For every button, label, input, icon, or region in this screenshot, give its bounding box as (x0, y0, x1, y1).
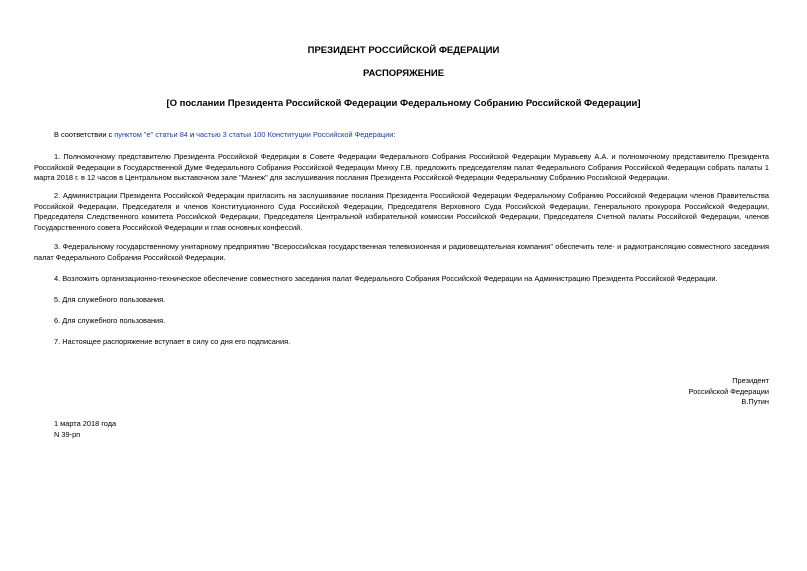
document-title: [О послании Президента Российской Федерации Федеральному Собранию Российской Федерации] (166, 98, 641, 109)
document-type-heading: РАСПОРЯЖЕНИЕ (362, 68, 445, 79)
signer-name: В.Путин (741, 397, 769, 406)
issuer-heading: ПРЕЗИДЕНТ РОССИЙСКОЙ ФЕДЕРАЦИИ (307, 45, 500, 56)
paragraph-6: 6. Для служебного пользования. (54, 316, 166, 325)
signature-block (689, 376, 769, 408)
document-date: 1 марта 2018 года (54, 419, 117, 428)
intro-paragraph (54, 130, 395, 139)
intro-suffix: : (393, 130, 396, 139)
paragraph-1: 1. Полномочному представителю Президента Российской Федерации в Совете Федерации Федерального Собрания Российской Федерации Муравьеву А.А. и полномочному представителю Президента Российской Федерации в Государственной Думе Федерального Собрания Российской Федерации Минху Г.В. предложить председателям палат Федерального Собрания Российской Федерации собрать палаты 1 марта 2018 г. в 12 часов в Центральном выставочном зале "Манеж" для заслушивания послания Президента Российской Федерации Федеральному Собранию Российской Федерации. (34, 152, 769, 182)
document-number: N 39-рп (54, 429, 81, 439)
paragraph-4: 4. Возложить организационно-техническое обеспечение совместного заседания палат Федерального Собрания Российской Федерации на Администрацию Президента Российской Федерации. (54, 274, 718, 283)
document-footer (54, 419, 116, 440)
constitution-article-84-link[interactable]: пунктом "е" статьи 84 (114, 130, 188, 139)
intro-middle: и (187, 130, 197, 139)
paragraph-7: 7. Настоящее распоряжение вступает в силу со дня его подписания. (54, 337, 291, 346)
paragraph-5: 5. Для служебного пользования. (54, 295, 166, 304)
paragraph-3: 3. Федеральному государственному унитарному предприятию "Всероссийская государственная телевизионная и радиовещательная компания" обеспечить теле- и радиотрансляцию совместного заседания палат Федерального Собрания Российской Федерации. (34, 242, 769, 262)
signer-position: Президент (732, 376, 769, 385)
paragraph-2: 2. Администрации Президента Российской Федерации пригласить на заслушивание послания Президента Российской Федерации Федеральному Собранию Российской Федерации членов Правительства Российской Федерации, Председателя и членов Конституционного Суда Российской Федерации, Председателя Верховного Суда Российской Федерации, Генерального прокурора Российской Федерации, Председателя Следственного комитета Российской Федерации, Председателя Центральной избирательной комиссии Российской Федерации, Председателя Счетной палаты Российской Федерации, членов Государственного совета Российской Федерации и глав основных конфессий. (34, 191, 769, 232)
intro-prefix: В соответствии с (54, 130, 115, 139)
constitution-article-100-link[interactable]: частью 3 статьи 100 Конституции Российской Федерации (196, 130, 394, 139)
signer-position-country: Российской Федерации (688, 386, 769, 396)
